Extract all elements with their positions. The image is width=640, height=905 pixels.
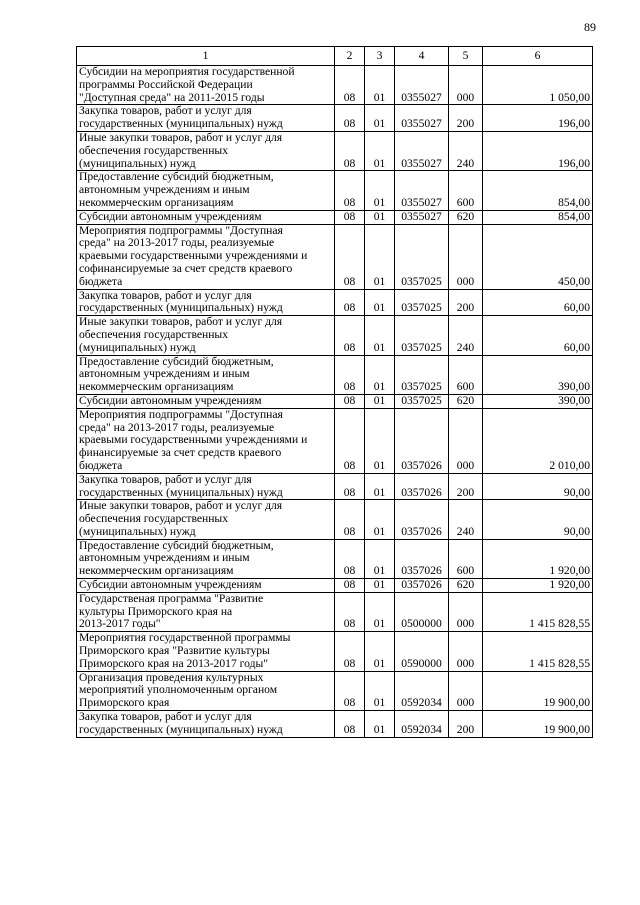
section-cell: 08 — [335, 394, 365, 408]
table-row — [77, 171, 593, 210]
item-name-cell: Предоставление субсидий бюджетным, автономным учреждениям и иным некоммерческим организациям — [77, 171, 335, 210]
table-row — [77, 66, 593, 105]
amount-cell: 60,00 — [483, 289, 593, 316]
item-name-cell: Субсидии автономным учреждениям — [77, 394, 335, 408]
subsection-cell: 01 — [365, 171, 395, 210]
subsection-cell: 01 — [365, 408, 395, 473]
target-article-cell: 0357026 — [395, 500, 449, 539]
subsection-cell: 01 — [365, 316, 395, 355]
subsection-cell: 01 — [365, 632, 395, 671]
section-cell: 08 — [335, 66, 365, 105]
item-name-cell: Закупка товаров, работ и услуг для государственных (муниципальных) нужд — [77, 105, 335, 132]
subsection-cell: 01 — [365, 579, 395, 593]
item-name-cell: Иные закупки товаров, работ и услуг для обеспечения государственных (муниципальных) нужд — [77, 131, 335, 170]
target-article-cell: 0355027 — [395, 105, 449, 132]
item-name-cell: Мероприятия подпрограммы "Доступная среда" на 2013-2017 годы, реализуемые краевыми государственными учреждениями и софинансируемые за счет средств краевого бюджета — [77, 224, 335, 289]
expense-type-cell: 620 — [449, 579, 483, 593]
section-cell: 08 — [335, 224, 365, 289]
table-row — [77, 539, 593, 578]
amount-cell: 450,00 — [483, 224, 593, 289]
target-article-cell: 0500000 — [395, 592, 449, 631]
item-name-cell: Закупка товаров, работ и услуг для государственных (муниципальных) нужд — [77, 473, 335, 500]
section-cell: 08 — [335, 355, 365, 394]
section-cell: 08 — [335, 210, 365, 224]
target-article-cell: 0357026 — [395, 473, 449, 500]
table-row — [77, 408, 593, 473]
subsection-cell: 01 — [365, 473, 395, 500]
table-row — [77, 355, 593, 394]
expense-type-cell: 000 — [449, 66, 483, 105]
budget-table — [76, 46, 593, 738]
subsection-cell: 01 — [365, 671, 395, 710]
subsection-cell: 01 — [365, 500, 395, 539]
table-row — [77, 289, 593, 316]
table-row — [77, 210, 593, 224]
expense-type-cell: 600 — [449, 539, 483, 578]
expense-type-cell: 200 — [449, 105, 483, 132]
item-name-cell: Субсидии автономным учреждениям — [77, 210, 335, 224]
amount-cell: 19 900,00 — [483, 671, 593, 710]
header-row — [77, 47, 593, 66]
target-article-cell: 0355027 — [395, 66, 449, 105]
table-row — [77, 131, 593, 170]
expense-type-cell: 600 — [449, 171, 483, 210]
item-name-cell: Закупка товаров, работ и услуг для государственных (муниципальных) нужд — [77, 711, 335, 738]
section-cell: 08 — [335, 539, 365, 578]
target-article-cell: 0592034 — [395, 671, 449, 710]
amount-cell: 854,00 — [483, 171, 593, 210]
subsection-cell: 01 — [365, 210, 395, 224]
item-name-cell: Предоставление субсидий бюджетным, автономным учреждениям и иным некоммерческим организациям — [77, 539, 335, 578]
section-cell: 08 — [335, 671, 365, 710]
item-name-cell: Иные закупки товаров, работ и услуг для обеспечения государственных (муниципальных) нужд — [77, 316, 335, 355]
header-cell: 3 — [365, 47, 395, 66]
subsection-cell: 01 — [365, 355, 395, 394]
header-cell: 1 — [77, 47, 335, 66]
subsection-cell: 01 — [365, 711, 395, 738]
header-cell: 2 — [335, 47, 365, 66]
amount-cell: 1 415 828,55 — [483, 592, 593, 631]
table-row — [77, 394, 593, 408]
expense-type-cell: 000 — [449, 408, 483, 473]
amount-cell: 390,00 — [483, 355, 593, 394]
amount-cell: 390,00 — [483, 394, 593, 408]
section-cell: 08 — [335, 711, 365, 738]
page-number: 89 — [584, 20, 596, 34]
table-row — [77, 224, 593, 289]
target-article-cell: 0590000 — [395, 632, 449, 671]
subsection-cell: 01 — [365, 394, 395, 408]
amount-cell: 90,00 — [483, 500, 593, 539]
item-name-cell: Субсидии на мероприятия государственной программы Российской Федерации "Доступная среда" на 2011-2015 годы — [77, 66, 335, 105]
expense-type-cell: 200 — [449, 473, 483, 500]
header-cell: 4 — [395, 47, 449, 66]
section-cell: 08 — [335, 473, 365, 500]
table-row — [77, 671, 593, 710]
amount-cell: 854,00 — [483, 210, 593, 224]
section-cell: 08 — [335, 500, 365, 539]
section-cell: 08 — [335, 105, 365, 132]
target-article-cell: 0357026 — [395, 579, 449, 593]
section-cell: 08 — [335, 171, 365, 210]
subsection-cell: 01 — [365, 539, 395, 578]
expense-type-cell: 240 — [449, 316, 483, 355]
table-row — [77, 105, 593, 132]
target-article-cell: 0357025 — [395, 355, 449, 394]
target-article-cell: 0592034 — [395, 711, 449, 738]
item-name-cell: Мероприятия государственной программы Приморского края "Развитие культуры Приморского края на 2013-2017 годы" — [77, 632, 335, 671]
section-cell: 08 — [335, 579, 365, 593]
target-article-cell: 0355027 — [395, 171, 449, 210]
subsection-cell: 01 — [365, 289, 395, 316]
section-cell: 08 — [335, 289, 365, 316]
item-name-cell: Мероприятия подпрограммы "Доступная среда" на 2013-2017 годы, реализуемые краевыми государственными учреждениями и финансируемые за счет средств краевого бюджета — [77, 408, 335, 473]
subsection-cell: 01 — [365, 105, 395, 132]
amount-cell: 196,00 — [483, 105, 593, 132]
table-row — [77, 632, 593, 671]
section-cell: 08 — [335, 316, 365, 355]
item-name-cell: Организация проведения культурных мероприятий уполномоченным органом Приморского края — [77, 671, 335, 710]
subsection-cell: 01 — [365, 66, 395, 105]
header-cell: 6 — [483, 47, 593, 66]
expense-type-cell: 600 — [449, 355, 483, 394]
target-article-cell: 0355027 — [395, 131, 449, 170]
item-name-cell: Закупка товаров, работ и услуг для государственных (муниципальных) нужд — [77, 289, 335, 316]
section-cell: 08 — [335, 131, 365, 170]
subsection-cell: 01 — [365, 592, 395, 631]
section-cell: 08 — [335, 632, 365, 671]
section-cell: 08 — [335, 408, 365, 473]
table-row — [77, 473, 593, 500]
expense-type-cell: 000 — [449, 632, 483, 671]
target-article-cell: 0357025 — [395, 289, 449, 316]
amount-cell: 90,00 — [483, 473, 593, 500]
amount-cell: 1 050,00 — [483, 66, 593, 105]
subsection-cell: 01 — [365, 131, 395, 170]
item-name-cell: Предоставление субсидий бюджетным, автономным учреждениям и иным некоммерческим организациям — [77, 355, 335, 394]
item-name-cell: Государственая программа "Развитие культуры Приморского края на 2013-2017 годы" — [77, 592, 335, 631]
amount-cell: 60,00 — [483, 316, 593, 355]
amount-cell: 1 920,00 — [483, 539, 593, 578]
table-row — [77, 316, 593, 355]
expense-type-cell: 620 — [449, 210, 483, 224]
item-name-cell: Иные закупки товаров, работ и услуг для обеспечения государственных (муниципальных) нужд — [77, 500, 335, 539]
amount-cell: 196,00 — [483, 131, 593, 170]
expense-type-cell: 240 — [449, 500, 483, 539]
expense-type-cell: 200 — [449, 289, 483, 316]
subsection-cell: 01 — [365, 224, 395, 289]
table-row — [77, 500, 593, 539]
target-article-cell: 0357025 — [395, 394, 449, 408]
header-cell: 5 — [449, 47, 483, 66]
target-article-cell: 0355027 — [395, 210, 449, 224]
expense-type-cell: 620 — [449, 394, 483, 408]
item-name-cell: Субсидии автономным учреждениям — [77, 579, 335, 593]
target-article-cell: 0357026 — [395, 408, 449, 473]
expense-type-cell: 240 — [449, 131, 483, 170]
expense-type-cell: 000 — [449, 671, 483, 710]
section-cell: 08 — [335, 592, 365, 631]
target-article-cell: 0357025 — [395, 224, 449, 289]
target-article-cell: 0357026 — [395, 539, 449, 578]
table-row — [77, 579, 593, 593]
table-row — [77, 711, 593, 738]
amount-cell: 1 415 828,55 — [483, 632, 593, 671]
expense-type-cell: 000 — [449, 224, 483, 289]
expense-type-cell: 200 — [449, 711, 483, 738]
amount-cell: 19 900,00 — [483, 711, 593, 738]
target-article-cell: 0357025 — [395, 316, 449, 355]
amount-cell: 1 920,00 — [483, 579, 593, 593]
expense-type-cell: 000 — [449, 592, 483, 631]
amount-cell: 2 010,00 — [483, 408, 593, 473]
table-row — [77, 592, 593, 631]
